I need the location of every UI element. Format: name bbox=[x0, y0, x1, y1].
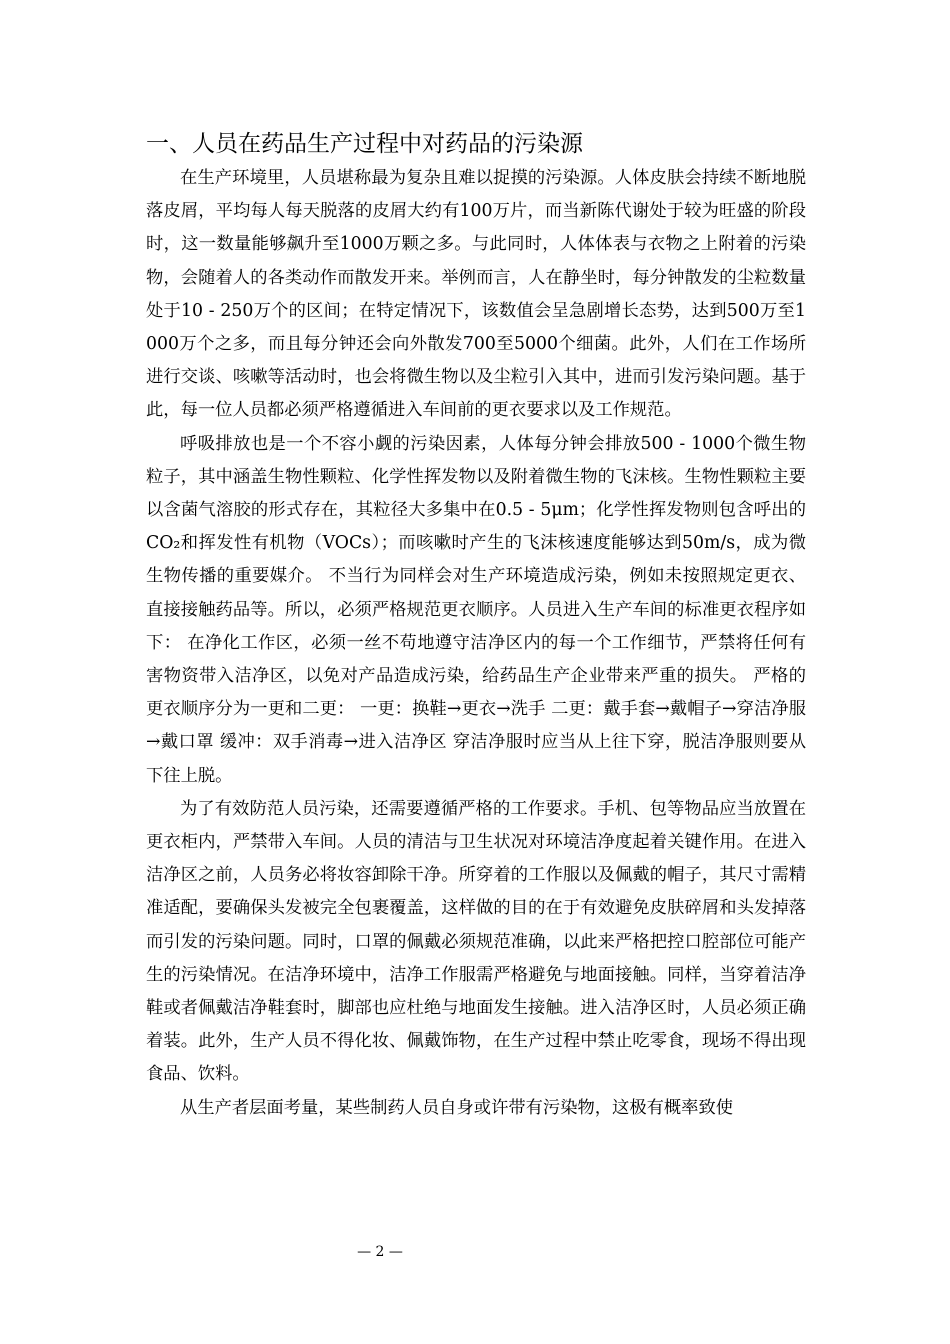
section-title: 一、人员在药品生产过程中对药品的污染源 bbox=[146, 131, 583, 157]
page-number: — 2 — bbox=[357, 1244, 403, 1260]
document-body bbox=[146, 128, 806, 1125]
paragraph-respiration: 呼吸排放也是一个不容小觑的污染因素，人体每分钟会排放500 - 1000个微生物粒子，其中涵盖生物性颗粒、化学性挥发物以及附着微生物的飞沫核。生物性颗粒主要以含菌气溶胶的形式存在，其粒径大多集中在0.5 - 5μm；化学性挥发物则包含呼出的CO₂和挥发性有机物（VOCs）；而咳嗽时产生的飞沫核速度能够达到50m/s，成为微生物传播的重要媒介。 不当行为同样会对生产环境造成污染，例如未按照规定更衣、直接接触药品等。所以，必须严格规范更衣顺序。人员进入生产车间的标准更衣程序如下： 在净化工作区，必须一丝不苟地遵守洁净区内的每一个工作细节，严禁将任何有害物资带入洁净区，以免对产品造成污染，给药品生产企业带来严重的损失。 严格的更衣顺序分为一更和二更： 一更：换鞋→更衣→洗手 二更：戴手套→戴帽子→穿洁净服→戴口罩 缓冲：双手消毒→进入洁净区 穿洁净服时应当从上往下穿，脱洁净服则要从下往上脱。 bbox=[146, 433, 806, 786]
paragraph-work-requirements: 为了有效防范人员污染，还需要遵循严格的工作要求。手机、包等物品应当放置在更衣柜内，严禁带入车间。人员的清洁与卫生状况对环境洁净度起着关键作用。在进入洁净区之前，人员务必将妆容卸除干净。所穿着的工作服以及佩戴的帽子，其尺寸需精准适配，要确保头发被完全包裹覆盖，这样做的目的在于有效避免皮肤碎屑和头发掉落而引发的污染问题。同时，口罩的佩戴必须规范准确，以此来严格把控口腔部位可能产生的污染情况。在洁净环境中，洁净工作服需严格避免与地面接触。同样，当穿着洁净鞋或者佩戴洁净鞋套时，脚部也应杜绝与地面发生接触。进入洁净区时，人员必须正确着装。此外，生产人员不得化妆、佩戴饰物，在生产过程中禁止吃零食，现场不得出现食品、饮料。 bbox=[146, 798, 806, 1085]
paragraph-skin-shedding: 在生产环境里，人员堪称最为复杂且难以捉摸的污染源。人体皮肤会持续不断地脱落皮屑，平均每人每天脱落的皮屑大约有100万片，而当新陈代谢处于较为旺盛的阶段时，这一数量能够飙升至1000万颗之多。与此同时，人体体表与衣物之上附着的污染物，会随着人的各类动作而散发开来。举例而言，人在静坐时，每分钟散发的尘粒数量处于10 - 250万个的区间；在特定情况下，该数值会呈急剧增长态势，达到500万至1000万个之多，而且每分钟还会向外散发700至5000个细菌。此外，人们在工作场所进行交谈、咳嗽等活动时，也会将微生物以及尘粒引入其中，进而引发污染问题。基于此，每一位人员都必须严格遵循进入车间前的更衣要求以及工作规范。 bbox=[146, 168, 806, 421]
paragraph-producer-perspective: 从生产者层面考量，某些制药人员自身或许带有污染物，这极有概率致使 bbox=[180, 1097, 734, 1118]
